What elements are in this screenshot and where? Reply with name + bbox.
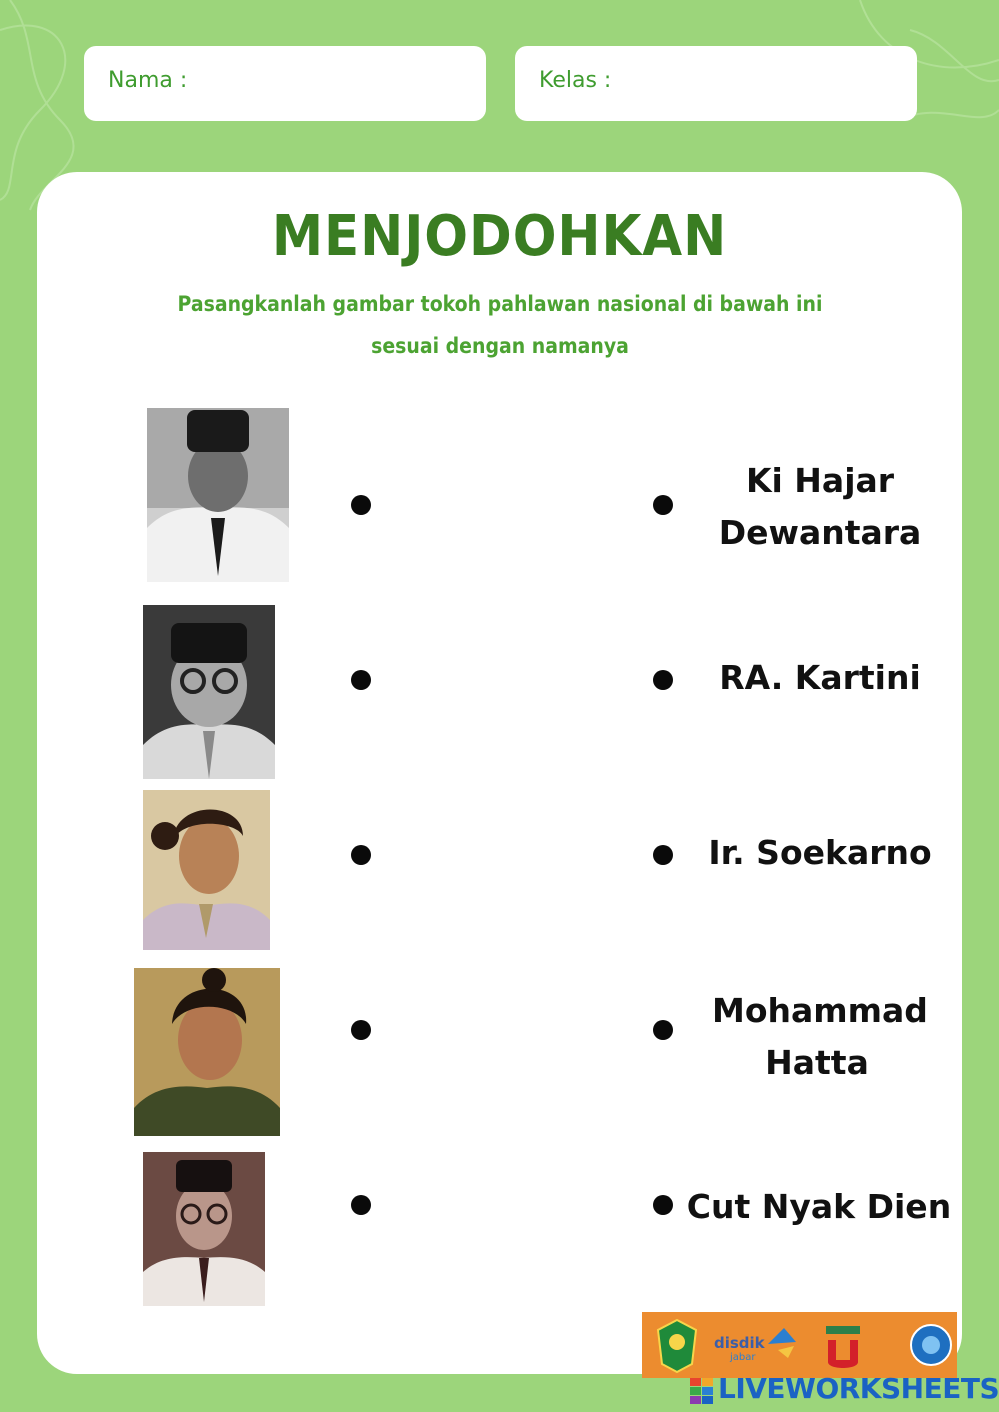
class-field-box <box>515 46 917 121</box>
portrait-5-image <box>143 1152 265 1306</box>
disdik-logo-text: disdik <box>714 1334 765 1352</box>
class-input[interactable] <box>627 64 901 104</box>
portrait-2-image <box>143 605 275 779</box>
name-field-box <box>84 46 486 121</box>
right-match-dot-1[interactable] <box>653 495 673 515</box>
hero-name-4: Mohammad Hatta <box>712 991 928 1082</box>
cadisdik-logo-icon <box>818 1312 868 1378</box>
liveworksheets-watermark <box>690 1372 999 1408</box>
portrait-1 <box>147 408 289 582</box>
portrait-2 <box>143 605 275 779</box>
portrait-3 <box>143 790 270 950</box>
worksheet-instruction: Pasangkanlah gambar tokoh pahlawan nasional di bawah ini sesuai dengan namanya <box>177 292 823 358</box>
portrait-4 <box>134 968 280 1136</box>
portrait-1-image <box>147 408 289 582</box>
portrait-4-image <box>134 968 280 1136</box>
left-match-dot-2[interactable] <box>351 670 371 690</box>
liveworksheets-text: LIVEWORKSHEETS <box>718 1372 999 1405</box>
hero-name-5: Cut Nyak Dien <box>686 1187 952 1226</box>
left-match-dot-4[interactable] <box>351 1020 371 1040</box>
disdik-shape-icon <box>764 1324 800 1360</box>
regional-emblem-icon <box>908 1312 954 1378</box>
right-match-dot-2[interactable] <box>653 670 673 690</box>
name-label: Nama : <box>108 68 188 93</box>
sponsor-logo-strip <box>642 1312 957 1378</box>
portrait-3-image <box>143 790 270 950</box>
portrait-5 <box>143 1152 265 1306</box>
right-match-dot-3[interactable] <box>653 845 673 865</box>
liveworksheets-logo-icon <box>690 1378 714 1404</box>
left-match-dot-5[interactable] <box>351 1195 371 1215</box>
hero-name-3: Ir. Soekarno <box>708 833 932 872</box>
right-match-dot-5[interactable] <box>653 1195 673 1215</box>
worksheet-title: MENJODOHKAN <box>271 204 728 269</box>
hero-name-1: Ki Hajar Dewantara <box>718 461 922 552</box>
right-match-dot-4[interactable] <box>653 1020 673 1040</box>
disdik-logo <box>714 1312 804 1378</box>
hero-name-2: RA. Kartini <box>719 658 921 697</box>
class-label: Kelas : <box>539 68 612 93</box>
disdik-logo-subtext: jabar <box>730 1352 756 1363</box>
west-java-emblem-icon <box>652 1312 702 1378</box>
left-match-dot-3[interactable] <box>351 845 371 865</box>
left-match-dot-1[interactable] <box>351 495 371 515</box>
name-input[interactable] <box>202 64 470 104</box>
